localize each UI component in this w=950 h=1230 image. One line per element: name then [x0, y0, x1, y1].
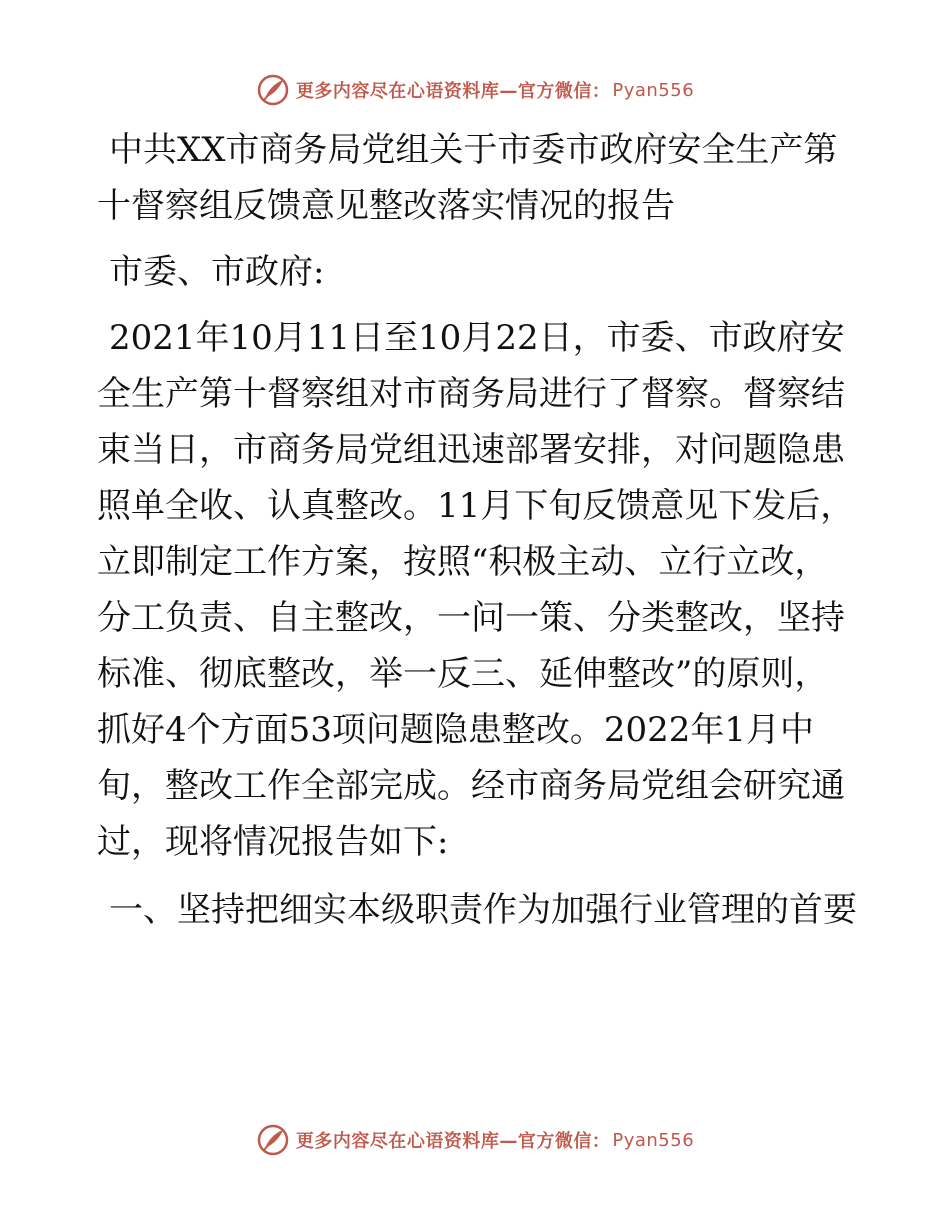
watermark-header [0, 70, 950, 110]
document-title: 中共XX市商务局党组关于市委市政府安全生产第十督察组反馈意见整改落实情况的报告 [97, 130, 838, 226]
document-body [97, 122, 857, 938]
section-heading-1: 一、坚持把细实本级职责作为加强行业管理的首要 [109, 890, 857, 930]
watermark-footer [0, 1120, 950, 1160]
feather-quill-circle-icon [256, 73, 290, 107]
watermark-handle: Pyan556 [612, 1129, 695, 1151]
document-salutation: 市委、市政府: [109, 252, 325, 292]
feather-quill-circle-icon [256, 1123, 290, 1157]
watermark-text: 更多内容尽在心语资料库—官方微信： [295, 81, 611, 102]
watermark-text: 更多内容尽在心语资料库—官方微信： [295, 1131, 611, 1152]
watermark-handle: Pyan556 [612, 79, 695, 101]
document-paragraph-1: 2021年10月11日至10月22日，市委、市政府安全生产第十督察组对市商务局进行了督察。督察结束当日，市商务局党组迅速部署安排，对问题隐患照单全收、认真整改。11月下旬反馈意见下发后，立即制定工作方案，按照“积极主动、立行立改，分工负责、自主整改，一问一策、分类整改，坚持标准、彻底整改，举一反三、延伸整改”的原则，抓好4个方面53项问题隐患整改。2022年1月中旬，整改工作全部完成。经市商务局党组会研究通过，现将情况报告如下: [97, 318, 855, 862]
